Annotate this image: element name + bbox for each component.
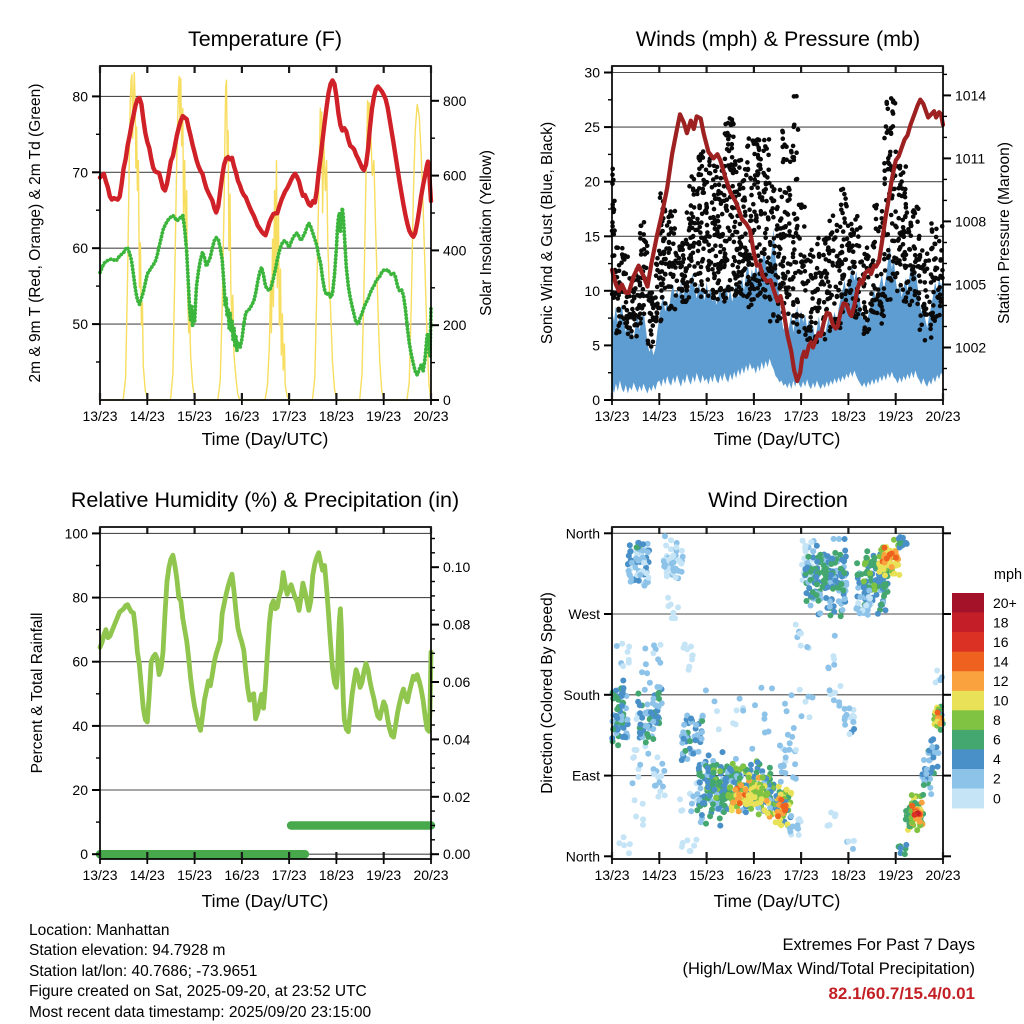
svg-text:16/23: 16/23 [224, 867, 260, 883]
wind-direction-title: Wind Direction [708, 488, 848, 512]
svg-text:20/23: 20/23 [925, 408, 961, 424]
station-latlon: Station lat/lon: 40.7686; -73.9651 [29, 962, 258, 980]
svg-text:19/23: 19/23 [366, 408, 402, 424]
winds-pressure-title: Winds (mph) & Pressure (mb) [635, 27, 921, 51]
svg-text:40: 40 [72, 717, 88, 734]
svg-text:18: 18 [993, 614, 1009, 631]
svg-text:10: 10 [584, 282, 600, 299]
humidity-ylabel-left: Percent & Total Rainfall [29, 612, 46, 774]
svg-text:4: 4 [993, 751, 1001, 768]
svg-text:100: 100 [64, 525, 88, 542]
svg-text:14/23: 14/23 [641, 867, 677, 883]
svg-text:19/23: 19/23 [878, 408, 914, 424]
svg-text:18/23: 18/23 [830, 867, 866, 883]
svg-text:14: 14 [993, 653, 1009, 670]
svg-text:1014: 1014 [955, 87, 987, 104]
station-info-block [29, 921, 371, 1023]
svg-text:0.00: 0.00 [443, 846, 471, 863]
humidity-precip-title: Relative Humidity (%) & Precipitation (in) [70, 488, 460, 512]
humidity-plot [65, 525, 471, 883]
svg-text:0: 0 [80, 846, 88, 863]
svg-text:20+: 20+ [993, 594, 1017, 611]
svg-text:15/23: 15/23 [689, 867, 725, 883]
wind-direction-ylabel-left: Direction (Colored By Speed) [539, 592, 556, 794]
svg-text:50: 50 [72, 316, 88, 333]
svg-text:15: 15 [584, 228, 600, 245]
svg-text:13/23: 13/23 [82, 408, 118, 424]
svg-text:20/23: 20/23 [925, 867, 961, 883]
svg-text:20: 20 [72, 782, 88, 798]
svg-text:17/23: 17/23 [271, 867, 307, 883]
extremes-title: Extremes For Past 7 Days [782, 936, 975, 954]
svg-text:60: 60 [72, 653, 88, 670]
svg-text:800: 800 [443, 92, 467, 109]
svg-text:200: 200 [443, 317, 467, 334]
svg-text:6: 6 [993, 731, 1001, 748]
svg-text:20/23: 20/23 [413, 867, 449, 883]
winds-ylabel-left: Sonic Wind & Gust (Blue, Black) [539, 121, 556, 345]
svg-text:5: 5 [592, 337, 600, 354]
svg-text:North: North [565, 525, 600, 542]
svg-text:19/23: 19/23 [878, 867, 914, 883]
svg-text:17/23: 17/23 [783, 408, 819, 424]
svg-text:14/23: 14/23 [641, 408, 677, 424]
svg-text:15/23: 15/23 [689, 408, 725, 424]
svg-text:14/23: 14/23 [129, 408, 165, 424]
svg-text:17/23: 17/23 [271, 408, 307, 424]
svg-text:400: 400 [443, 242, 467, 259]
svg-text:10: 10 [993, 692, 1009, 709]
svg-text:80: 80 [72, 88, 88, 105]
svg-text:18/23: 18/23 [318, 408, 354, 424]
svg-text:30: 30 [584, 64, 600, 81]
svg-text:15/23: 15/23 [177, 867, 213, 883]
svg-text:0: 0 [993, 790, 1001, 807]
svg-text:18/23: 18/23 [318, 867, 354, 883]
relative-humidity [100, 553, 431, 737]
svg-text:8: 8 [993, 712, 1001, 729]
svg-text:70: 70 [72, 164, 88, 181]
svg-text:13/23: 13/23 [594, 867, 630, 883]
speed-colorbar [952, 593, 1017, 808]
svg-text:1008: 1008 [955, 213, 987, 230]
svg-text:0.10: 0.10 [443, 559, 471, 576]
wind_direction-plot [563, 525, 1016, 883]
svg-text:South: South [563, 686, 600, 703]
svg-text:15/23: 15/23 [177, 408, 213, 424]
svg-text:20: 20 [584, 173, 600, 190]
svg-text:20/23: 20/23 [413, 408, 449, 424]
svg-text:1011: 1011 [955, 150, 986, 167]
recent-timestamp: Most recent data timestamp: 2025/09/20 23:15:00 [29, 1003, 372, 1021]
svg-text:17/23: 17/23 [783, 867, 819, 883]
colorbar-title: mph [993, 567, 1023, 583]
svg-text:13/23: 13/23 [82, 867, 118, 883]
winds-plot [584, 65, 986, 425]
svg-text:14/23: 14/23 [129, 867, 165, 883]
temperature-ylabel-right: Solar Insolation (Yellow) [478, 150, 495, 316]
temperature-xlabel: Time (Day/UTC) [201, 429, 329, 449]
temperature-title: Temperature (F) [187, 27, 343, 51]
temperature-plot [72, 66, 466, 424]
svg-text:North: North [565, 848, 600, 865]
svg-text:13/23: 13/23 [594, 408, 630, 424]
extremes-values: 82.1/60.7/15.4/0.01 [828, 984, 975, 1003]
svg-text:12: 12 [993, 673, 1009, 689]
svg-text:1002: 1002 [955, 339, 987, 356]
winds-xlabel: Time (Day/UTC) [713, 429, 841, 449]
svg-text:West: West [568, 606, 600, 622]
extremes-subtitle: (High/Low/Max Wind/Total Precipitation) [682, 960, 975, 978]
svg-text:0: 0 [443, 392, 451, 408]
humidity-xlabel: Time (Day/UTC) [201, 891, 329, 911]
svg-text:0: 0 [592, 392, 600, 408]
svg-text:80: 80 [72, 589, 88, 606]
svg-text:16: 16 [993, 633, 1009, 650]
extremes-block [575, 933, 975, 1007]
svg-text:19/23: 19/23 [366, 867, 402, 883]
temperature-ylabel-left: 2m & 9m T (Red, Orange) & 2m Td (Green) [27, 83, 44, 383]
svg-text:25: 25 [584, 119, 600, 136]
svg-text:2: 2 [993, 770, 1001, 787]
temp-2m [100, 80, 431, 236]
station-location: Location: Manhattan [29, 922, 170, 939]
winds-ylabel-right: Station Pressure (Maroon) [996, 142, 1013, 324]
svg-text:60: 60 [72, 240, 88, 257]
station-elevation: Station elevation: 94.7928 m [29, 942, 226, 960]
figure-created: Figure created on Sat, 2025-09-20, at 23:52 UTC [29, 983, 367, 1001]
svg-text:16/23: 16/23 [736, 408, 772, 424]
svg-text:0.06: 0.06 [443, 674, 471, 690]
svg-text:16/23: 16/23 [224, 408, 260, 424]
svg-text:1005: 1005 [955, 276, 987, 293]
svg-text:0.02: 0.02 [443, 788, 471, 805]
svg-text:0.08: 0.08 [443, 616, 471, 633]
svg-text:16/23: 16/23 [736, 867, 772, 883]
svg-text:0.04: 0.04 [443, 731, 471, 748]
svg-text:18/23: 18/23 [830, 408, 866, 424]
wind-direction-xlabel: Time (Day/UTC) [713, 891, 841, 911]
svg-text:East: East [571, 767, 600, 784]
svg-text:600: 600 [443, 167, 467, 184]
